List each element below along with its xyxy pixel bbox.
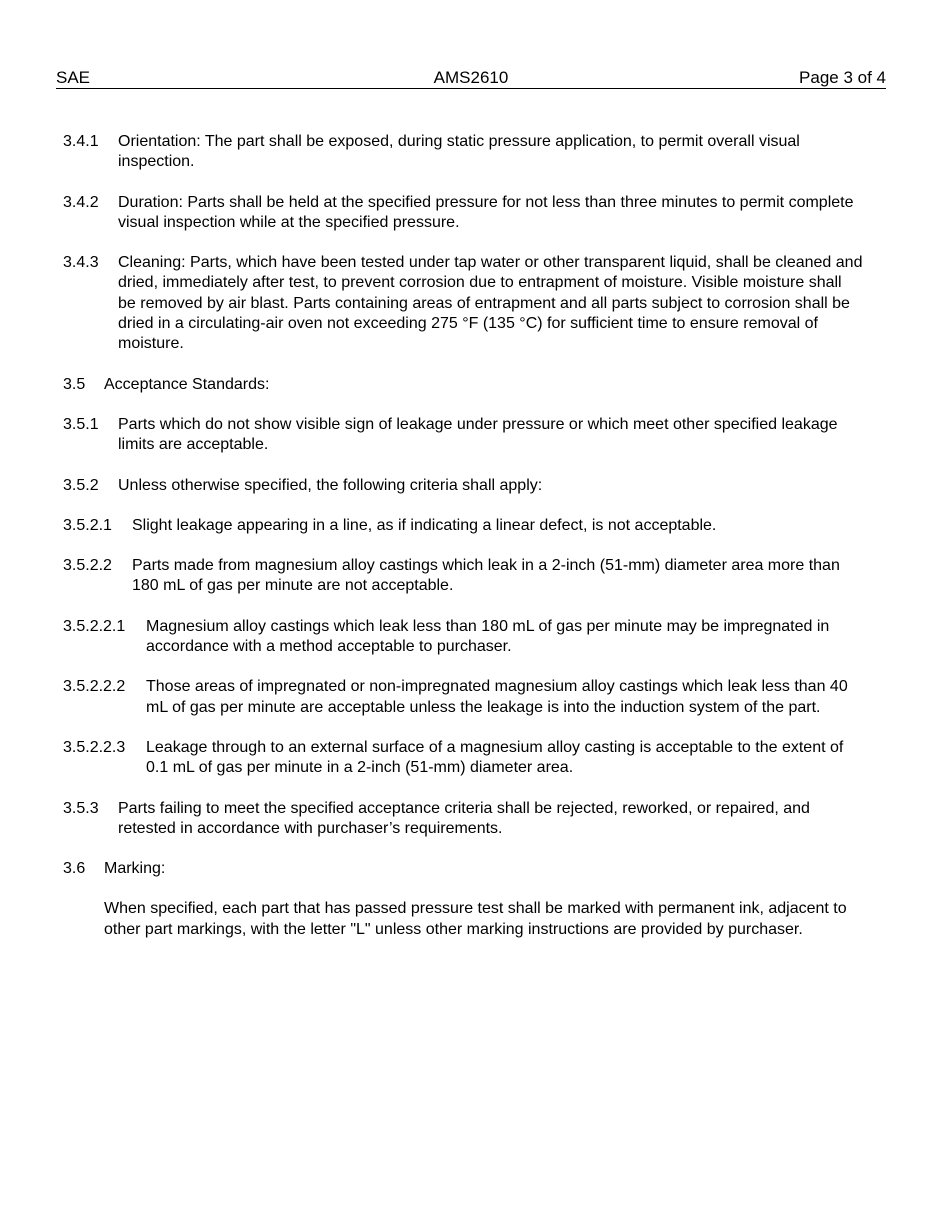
- section-text: Leakage through to an external surface of a magnesium alloy casting is acceptable to the extent of 0.1 mL of gas per minute in a 2-inch (51-mm) diameter area.: [146, 738, 844, 777]
- section-heading: Acceptance Standards:: [104, 375, 270, 393]
- section-text: Orientation: The part shall be exposed, during static pressure application, to permit overall visual inspection.: [118, 133, 800, 171]
- section-text: Parts made from magnesium alloy castings which leak in a 2-inch (51-mm) diameter area more than 180 mL of gas per minute are not acceptable.: [132, 557, 840, 595]
- section-3-5-2-2-1: [63, 617, 863, 658]
- section-number: 3.4.3: [63, 254, 99, 272]
- section-number: 3.5.2.2.3: [63, 738, 126, 756]
- section-3-5-2: [63, 476, 863, 496]
- section-3-4-1: [63, 132, 863, 173]
- section-3-4-3: [63, 253, 863, 354]
- section-3-5-2-2-2: [63, 677, 863, 718]
- section-3-5-3: [63, 799, 863, 840]
- section-number: 3.5.2.2.2: [63, 678, 126, 696]
- section-text: Magnesium alloy castings which leak less than 180 mL of gas per minute may be impregnated in accordance with a method acceptable to purchaser.: [146, 617, 830, 656]
- section-text: Those areas of impregnated or non-impregnated magnesium alloy castings which leak less than 40 mL of gas per minute are acceptable unless the leakage is into the induction system of the part.: [146, 678, 848, 716]
- section-number: 3.5.2.1: [63, 516, 112, 534]
- section-3-5-2-1: [63, 516, 863, 536]
- section-text: Slight leakage appearing in a line, as if indicating a linear defect, is not acceptable.: [132, 516, 717, 534]
- section-number: 3.6: [63, 860, 86, 878]
- section-text: When specified, each part that has passed pressure test shall be marked with permanent ink, adjacent to other part markings, with the letter "L" unless other marking instructions are provided by purchaser.: [104, 900, 847, 938]
- section-number: 3.5.2: [63, 476, 99, 494]
- document-body: [63, 132, 863, 960]
- section-number: 3.4.2: [63, 193, 99, 211]
- section-number: 3.5.3: [63, 799, 99, 817]
- header-organization: SAE: [56, 68, 91, 87]
- section-text: Cleaning: Parts, which have been tested under tap water or other transparent liquid, shall be cleaned and dried, immediately after test, to prevent corrosion due to entrapment of moisture. Visible moisture shall be removed by air blast. Parts containing areas of entrapment and all parts subject to corrosion shall be dried in a circulating-air oven not exceeding 275 °F (135 °C) for sufficient time to ensure removal of moisture.: [118, 254, 863, 353]
- header-page-number: Page 3 of 4: [799, 68, 886, 87]
- section-text: Unless otherwise specified, the following criteria shall apply:: [118, 476, 543, 494]
- section-number: 3.5.1: [63, 415, 99, 433]
- section-number: 3.5: [63, 375, 86, 393]
- section-3-5-1: [63, 415, 863, 456]
- section-3-5: [63, 375, 863, 395]
- section-3-6: [63, 859, 863, 879]
- section-number: 3.4.1: [63, 133, 99, 150]
- section-heading: Marking:: [104, 860, 166, 878]
- section-number: 3.5.2.2: [63, 557, 112, 575]
- section-3-4-2: [63, 193, 863, 234]
- section-text: Duration: Parts shall be held at the specified pressure for not less than three minutes to permit complete visual inspection while at the specified pressure.: [118, 193, 854, 231]
- section-text: Parts failing to meet the specified acceptance criteria shall be rejected, reworked, or repaired, and retested in accordance with purchaser’s requirements.: [118, 799, 810, 837]
- section-3-6-body: [63, 899, 863, 940]
- page-header: [56, 68, 886, 89]
- section-3-5-2-2: [63, 556, 863, 597]
- section-3-5-2-2-3: [63, 738, 863, 779]
- header-document-number: AMS2610: [433, 68, 509, 87]
- section-text: Parts which do not show visible sign of leakage under pressure or which meet other specified leakage limits are acceptable.: [118, 415, 838, 454]
- section-number: 3.5.2.2.1: [63, 617, 126, 635]
